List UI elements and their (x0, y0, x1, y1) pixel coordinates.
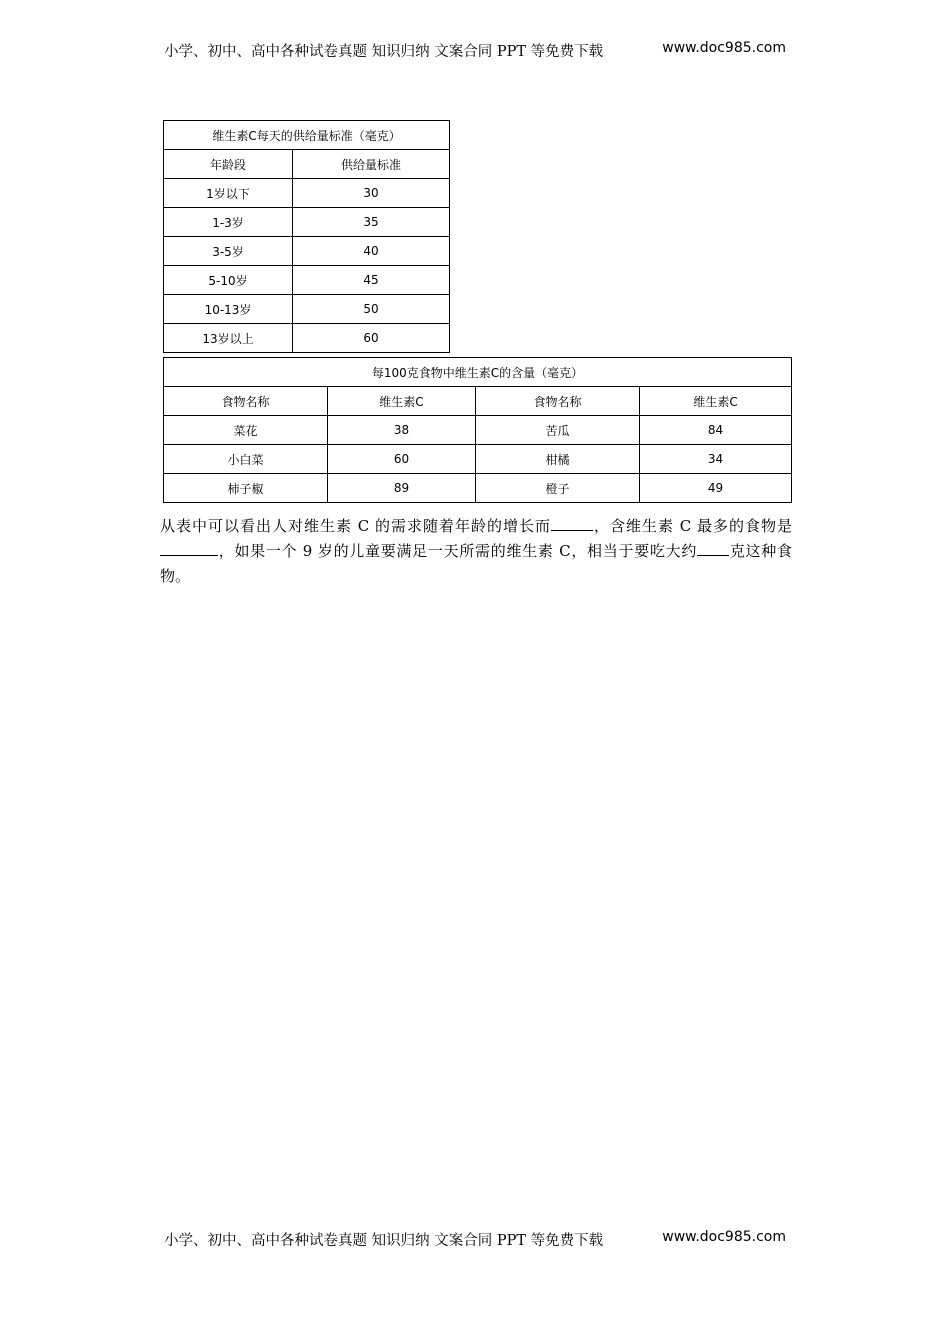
question-text: 从表中可以看出人对维生素 C 的需求随着年龄的增长而 (160, 517, 551, 535)
column-header: 维生素C (328, 387, 476, 416)
age-cell: 1-3岁 (164, 208, 293, 237)
header-site-link[interactable]: www.doc985.com (662, 40, 786, 56)
answer-blank-3 (697, 539, 729, 556)
column-header: 年龄段 (164, 150, 293, 179)
table-title: 维生素C每天的供给量标准（毫克） (164, 121, 450, 150)
table-row (164, 324, 450, 353)
page-footer (164, 1229, 794, 1251)
value-cell: 49 (640, 474, 792, 503)
value-cell: 35 (293, 208, 450, 237)
vitamin-c-daily-supply-table (163, 120, 450, 353)
age-cell: 5-10岁 (164, 266, 293, 295)
question-text: 克这种食物。 (160, 542, 792, 585)
question-text: ，含维生素 C 最多的食物是 (593, 517, 793, 535)
column-header: 食物名称 (476, 387, 640, 416)
food-name-cell: 小白菜 (164, 445, 328, 474)
age-cell: 1岁以下 (164, 179, 293, 208)
table-row (164, 179, 450, 208)
answer-blank-1 (551, 514, 593, 531)
value-cell: 45 (293, 266, 450, 295)
table-row (164, 445, 792, 474)
value-cell: 84 (640, 416, 792, 445)
table-row (164, 474, 792, 503)
table-row (164, 295, 450, 324)
question-paragraph (160, 514, 792, 589)
value-cell: 60 (293, 324, 450, 353)
table-header-row (164, 387, 792, 416)
value-cell: 89 (328, 474, 476, 503)
value-cell: 38 (328, 416, 476, 445)
value-cell: 30 (293, 179, 450, 208)
value-cell: 40 (293, 237, 450, 266)
table-row (164, 208, 450, 237)
column-header: 维生素C (640, 387, 792, 416)
footer-site-link[interactable]: www.doc985.com (662, 1229, 786, 1245)
table-title-row (164, 358, 792, 387)
table-header-row (164, 150, 450, 179)
age-cell: 3-5岁 (164, 237, 293, 266)
value-cell: 60 (328, 445, 476, 474)
column-header: 食物名称 (164, 387, 328, 416)
table-title-row (164, 121, 450, 150)
question-text: ，如果一个 9 岁的儿童要满足一天所需的维生素 C，相当于要吃大约 (218, 542, 698, 560)
table-row (164, 266, 450, 295)
table-row (164, 416, 792, 445)
food-vitamin-c-content-table (163, 357, 792, 503)
food-name-cell: 柿子椒 (164, 474, 328, 503)
food-name-cell: 菜花 (164, 416, 328, 445)
table-row (164, 237, 450, 266)
page-header (164, 40, 794, 62)
value-cell: 50 (293, 295, 450, 324)
column-header: 供给量标准 (293, 150, 450, 179)
footer-text: 小学、初中、高中各种试卷真题 知识归纳 文案合同 PPT 等免费下载 (164, 1233, 604, 1249)
header-text: 小学、初中、高中各种试卷真题 知识归纳 文案合同 PPT 等免费下载 (164, 44, 604, 60)
table-title: 每100克食物中维生素C的含量（毫克） (164, 358, 792, 387)
answer-blank-2 (160, 539, 218, 556)
age-cell: 13岁以上 (164, 324, 293, 353)
value-cell: 34 (640, 445, 792, 474)
food-name-cell: 苦瓜 (476, 416, 640, 445)
food-name-cell: 橙子 (476, 474, 640, 503)
food-name-cell: 柑橘 (476, 445, 640, 474)
age-cell: 10-13岁 (164, 295, 293, 324)
